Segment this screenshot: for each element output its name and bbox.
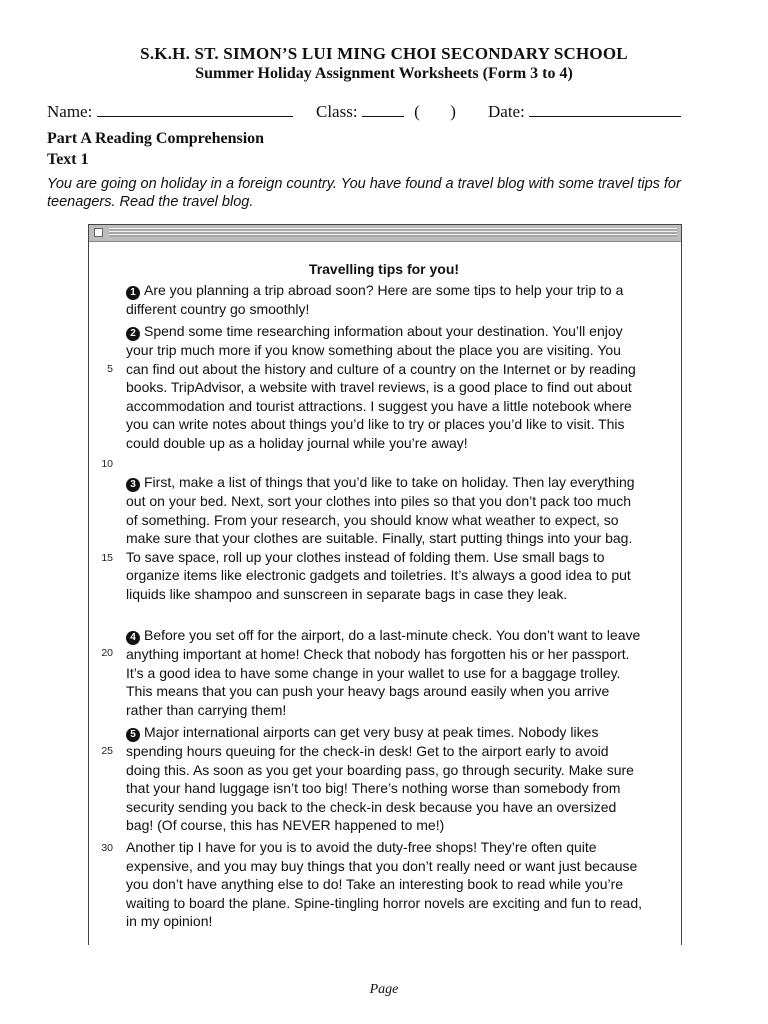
paragraph-text: Spend some time researching information about your destination. You’ll enjoy your trip much more if you know something about the place you are visiting. You can find out about the history and culture of a country on the Internet or by reading books. TripAdvisor, a website with travel reviews, is a good place to find out about accommodation and tourist attractions. I suggest you have a little notebook where you can write notes about things you’d like to try or places you’d like to visit. This could double up as a holiday journal while you’re away! — [126, 323, 636, 451]
window-control-icon — [94, 228, 103, 237]
paragraph-text: Major international airports can get very busy at peak times. Nobody likes spending hours queuing for the check-in desk! Get to the airport early to avoid doing this. As soon as you get your boarding pass, go through security. Make sure that your hand luggage isn’t too big! There’s nothing worse than somebody from security sending you back to the check-in desk because you have an oversized bag! (Of course, this has NEVER happened to me!) — [126, 724, 634, 834]
line-number: 15 — [101, 552, 113, 564]
paragraph-1 — [126, 281, 646, 319]
class-label: Class: — [316, 102, 358, 121]
class-blank[interactable] — [362, 102, 404, 117]
line-number: 10 — [101, 458, 113, 470]
line-number: 20 — [101, 647, 113, 659]
instructions: You are going on holiday in a foreign country. You have found a travel blog with some travel tips for teenagers. Read the travel blog. — [47, 176, 681, 210]
page-footer: Page — [369, 982, 399, 997]
blog-title: Travelling tips for you! — [308, 261, 460, 277]
paragraph-number-icon: 5 — [126, 728, 140, 742]
paragraph-6 — [126, 838, 646, 931]
paragraph-4 — [126, 626, 646, 719]
date-label: Date: — [488, 102, 525, 121]
school-name: S.K.H. ST. SIMON’S LUI MING CHOI SECONDARY SCHOOL — [140, 44, 628, 63]
paragraph-text: First, make a list of things that you’d like to take on holiday. Then lay everything out on your bed. Next, sort your clothes into piles so that you don’t pack too much of something. From your research, you should know what weather to expect, so make sure that your clothes are suitable. Finally, start putting things into your bag. To save space, roll up your clothes instead of folding them. Use small bags to organize items like electronic gadgets and toiletries. It’s always a good idea to put liquids like shampoo and sunscreen in separate bags in case they leak. — [126, 474, 635, 602]
part-heading: Part A Reading Comprehension — [47, 130, 265, 147]
name-field[interactable] — [47, 102, 293, 122]
paragraph-5 — [126, 723, 646, 835]
paragraph-number-icon: 1 — [126, 286, 140, 300]
paragraph-number-icon: 2 — [126, 327, 140, 341]
paragraph-text: Before you set off for the airport, do a last-minute check. You don’t want to leave anything important at home! Check that nobody has forgotten his or her passport. It’s a good idea to have some change in your wallet to use for a baggage trolley. This means that you can push your heavy bags around easily when you arrive rather than carrying them! — [126, 627, 641, 718]
titlebar-stripes — [109, 228, 677, 237]
paragraph-text: Another tip I have for you is to avoid the duty-free shops! They’re often quite expensive, and you may buy things that you don’t really need or want just because you don’t have anything else to do! Take an interesting book to read while you’re waiting to board the plane. Spine-tingling horror novels are exciting and fun to read, in my opinion! — [126, 839, 642, 930]
paragraph-text: Are you planning a trip abroad soon? Here are some tips to help your trip to a different country go smoothly! — [126, 282, 624, 317]
name-label: Name: — [47, 102, 93, 121]
paragraph-number-icon: 3 — [126, 478, 140, 492]
line-number: 30 — [101, 842, 113, 854]
paragraph-2 — [126, 322, 646, 453]
name-blank[interactable] — [97, 102, 293, 117]
line-number: 25 — [101, 745, 113, 757]
blog-window — [88, 224, 682, 945]
class-number-close: ) — [450, 102, 456, 121]
paragraph-number-icon: 4 — [126, 631, 140, 645]
worksheet-subtitle: Summer Holiday Assignment Worksheets (Form 3 to 4) — [195, 65, 573, 82]
date-field[interactable] — [488, 102, 681, 122]
class-field[interactable] — [316, 102, 456, 122]
text-label: Text 1 — [47, 151, 89, 168]
window-titlebar — [89, 225, 681, 242]
class-number-open: ( — [414, 102, 420, 121]
paragraph-3 — [126, 473, 646, 604]
line-number: 5 — [107, 363, 113, 375]
date-blank[interactable] — [529, 102, 681, 117]
student-info-fields — [47, 102, 737, 126]
